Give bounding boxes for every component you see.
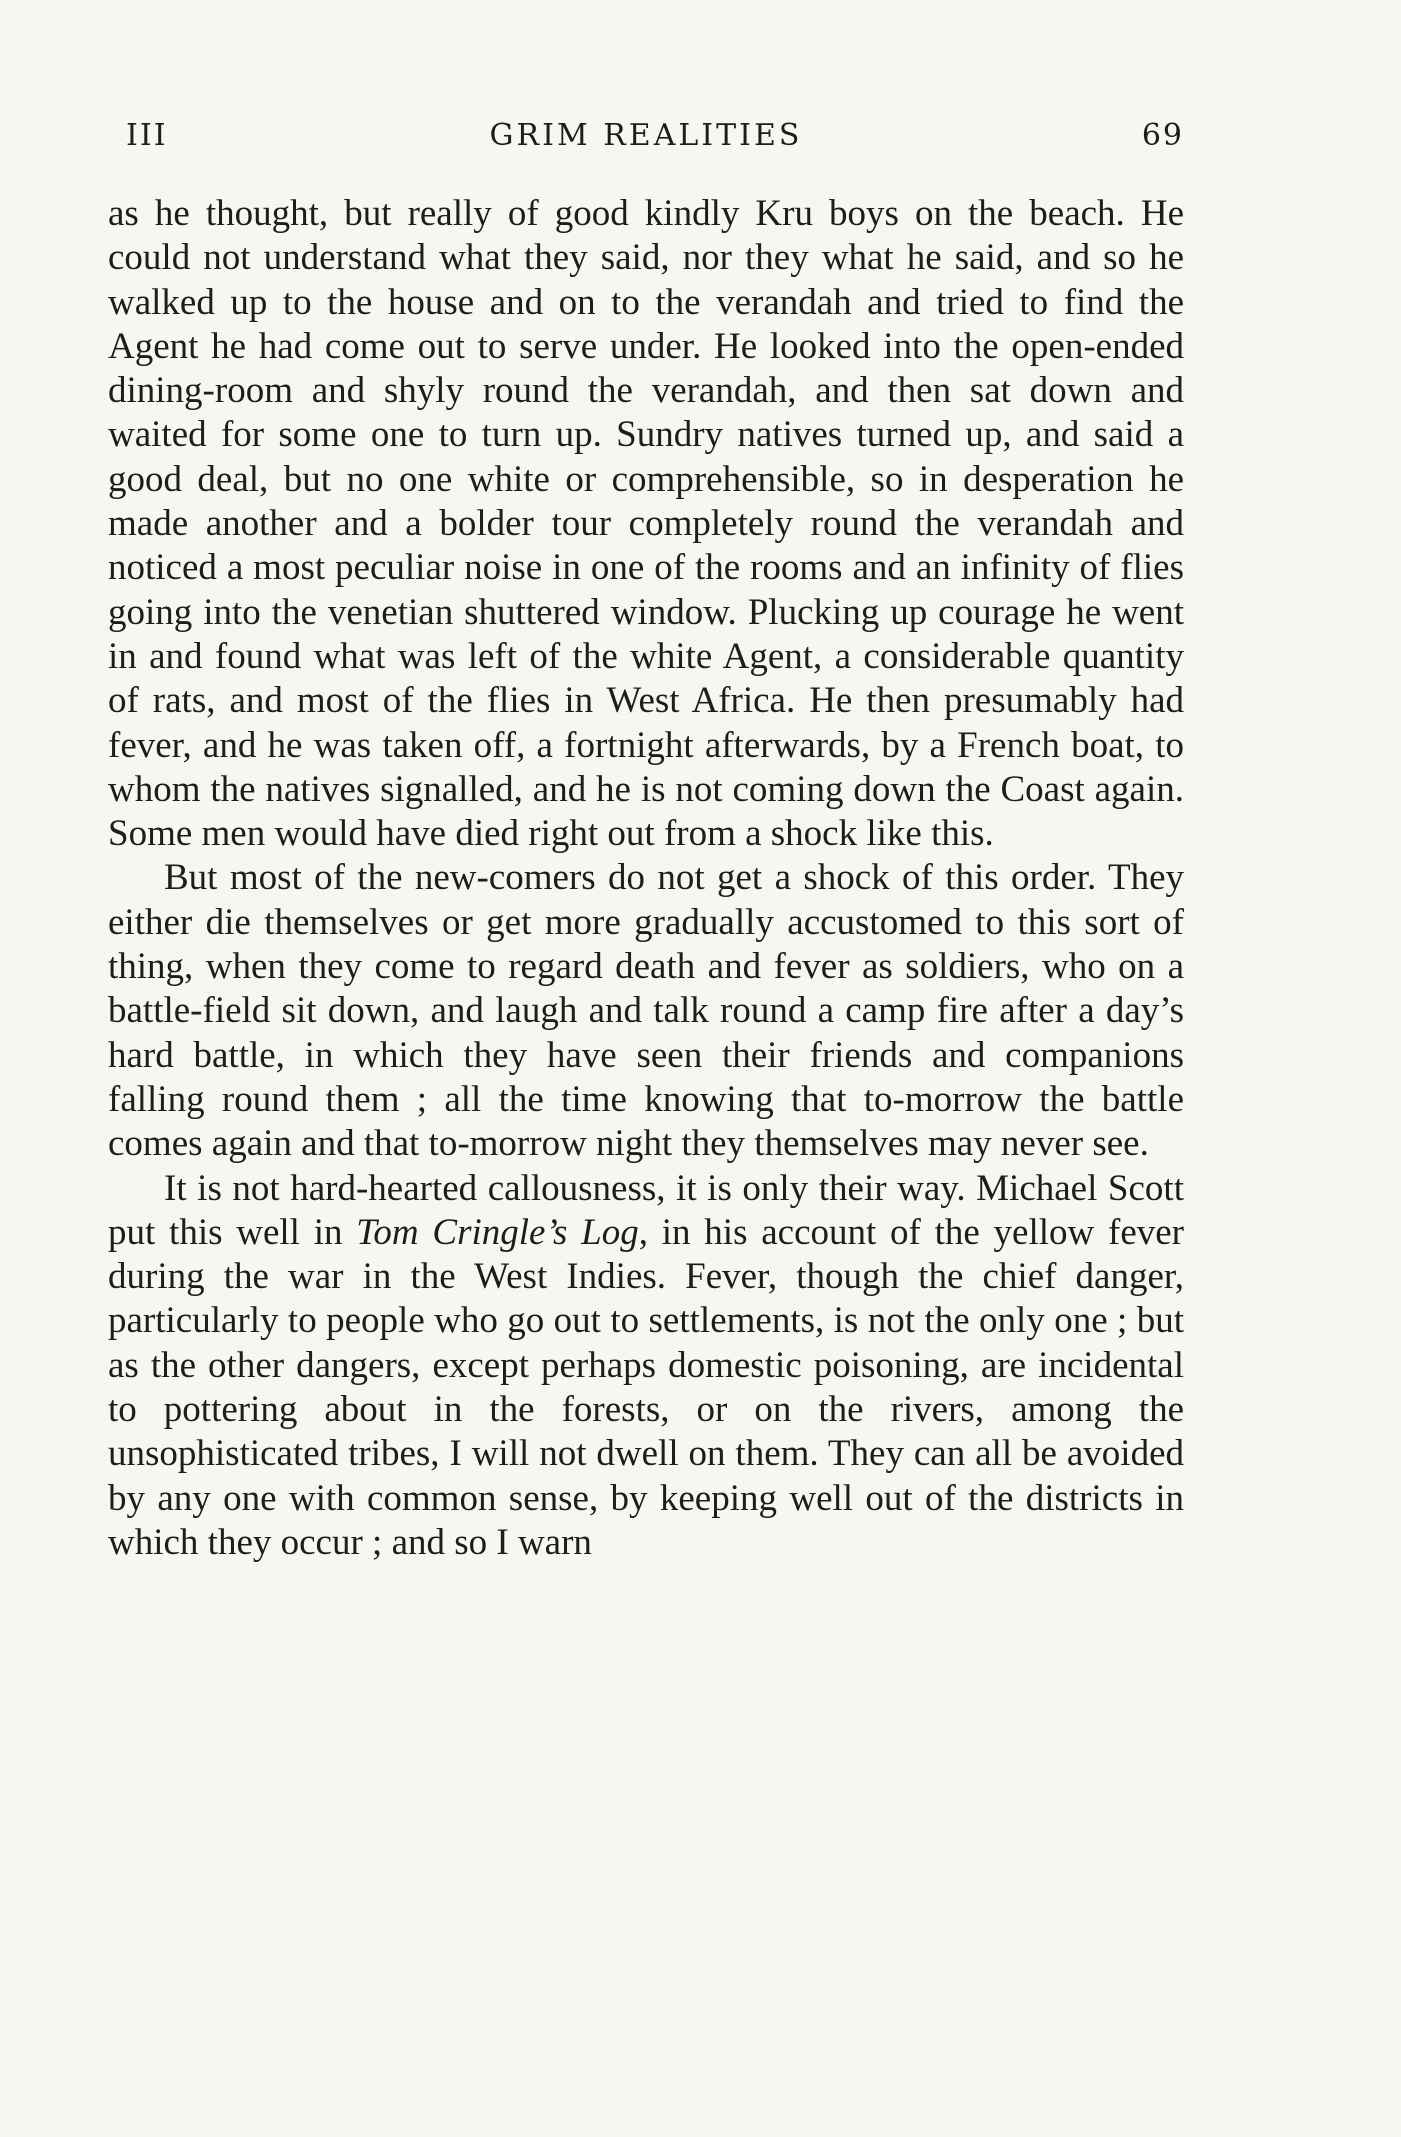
paragraph-text: It is not hard-hearted callousness, it is only their way. Michael Scott put this well in [108,1167,1184,1253]
chapter-number: III [126,118,168,153]
body-text [108,192,1184,1565]
running-title: GRIM REALITIES [489,118,803,153]
paragraph-new-comers: But most of the new-comers do not get a shock of this order. They either die themselves or get more gradually accustomed to this sort of thing, when they come to regard death and fever as soldiers, who on a battle-field sit down, and laugh and talk round a camp fire after a day’s hard battle, in which they have seen their friends and companions falling round them ; all the time knowing that to-morrow the battle comes again and that to-morrow night they themselves may never see. [108,857,1184,1165]
book-page [108,118,1184,1565]
paragraph-text: , in his account of the yellow fever during the war in the West Indies. Fever, though the chief danger, particularly to people who go out to settlements, is not the only one ; but as the other dangers, except perhaps domestic poisoning, are incidental to pottering about in the forests, or on the rivers, among the unsophisticated tribes, I will not dwell on them. They can all be avoided by any one with common sense, by keeping well out of the districts in which they occur ; and so I warn [108,1211,1184,1563]
paragraph-callousness [108,1167,1184,1566]
book-title-italic: Tom Cringle’s Log [356,1211,639,1253]
paragraph-continued: as he thought, but really of good kindly Kru boys on the beach. He could not understand what they said, nor they what he said, and so he walked up to the house and on to the verandah and tried to find the Agent he had come out to serve under. He looked into the open-ended dining-room and shyly round the verandah, and then sat down and waited for some one to turn up. Sundry natives turned up, and said a good deal, but no one white or comprehensible, so in desperation he made another and a bolder tour completely round the verandah and noticed a most peculiar noise in one of the rooms and an infinity of flies going into the venetian shuttered window. Plucking up courage he went in and found what was left of the white Agent, a considerable quantity of rats, and most of the flies in West Africa. He then presumably had fever, and he was taken off, a fortnight afterwards, by a French boat, to whom the natives signalled, and he is not coming down the Coast again. Some men would have died right out from a shock like this. [108,193,1184,855]
page-number: 69 [1141,118,1184,153]
running-head [108,118,1184,162]
